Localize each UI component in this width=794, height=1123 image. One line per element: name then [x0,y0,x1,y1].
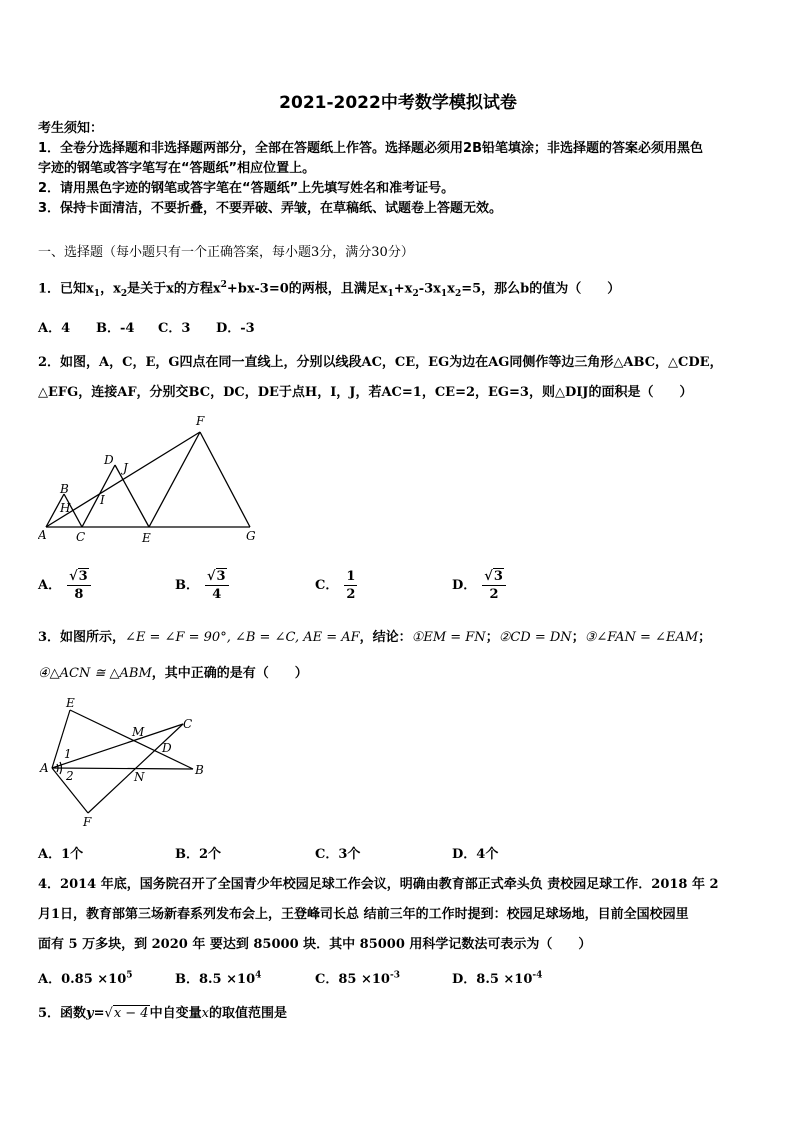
label-B: B [195,763,204,777]
q3-figure [38,694,218,830]
q3-option-d: D．4个 [452,847,499,862]
q3-option-c: C．3个 [315,847,361,862]
label-E: E [66,696,75,710]
label-I: I [100,493,105,507]
label-G: G [246,529,256,543]
q3-option-a: A．1个 [38,847,84,862]
label-E: E [142,531,151,545]
notice-item-3: 3．保持卡面清洁，不要折叠，不要弄破、弄皱，在草稿纸、试题卷上答题无效。 [38,201,503,216]
notice-item-2: 2．请用黑色字迹的钢笔或答字笔在“答题纸”上先填写姓名和准考证号。 [38,181,455,196]
q4-option-a: A．$0.85 \times 10^5$ [38,970,133,987]
label-C: C [76,530,86,544]
question-5: 5．函数y=√x − 4中自变量x的取值范围是 [38,1006,287,1021]
question-2-line-1: 2．如图，A，C，E，G四点在同一直线上，分别以线段AC，CE，EG为边在AG同侧作等边三角形△ABC，△CDE， [38,355,723,370]
q2-option-a: A． $\frac{√3}{8}$ [38,568,91,603]
q1-option-a: A．4 [38,321,71,336]
q1-option-c: C．3 [158,321,191,336]
label-A: A [38,528,47,542]
label-C: C [183,717,193,731]
q4-option-c: C．$85 \times 10^{-3}$ [315,970,400,987]
q2-option-d: D． $\frac{√3}{2}$ [452,568,506,603]
notice-item-1: 1．全卷分选择题和非选择题两部分，全部在答题纸上作答。选择题必须用2B铅笔填涂；非选择题的答案必须用黑色 [38,141,704,156]
question-3-line-1: 3．如图所示，∠E = ∠F = 90°, ∠B = ∠C, AE = AF，结论：①EM = FN；②CD = DN；③∠FAN = ∠EAM； [38,630,712,645]
question-4-line-3: 面有 5 万多块，到 2020 年 要达到 85000 块．其中 85000 用科学记数法可表示为（ ） [38,937,592,952]
label-B: B [60,482,69,496]
label-N: N [134,770,145,784]
label-F: F [196,414,205,428]
label-D: D [162,741,172,755]
q3-option-b: B．2个 [175,847,222,862]
label-F: F [83,815,92,829]
q4-option-d: D．$8.5 \times 10^{-4}$ [452,970,543,987]
q1-option-d: D．-3 [216,321,255,336]
q2-figure [38,412,268,547]
q2-option-b: B． $\frac{√3}{4}$ [175,568,229,603]
question-4-line-1: 4．2014 年底，国务院召开了全国青少年校园足球工作会议，明确由教育部正式牵头负 责校园足球工作．2018 年 2 [38,877,719,892]
label-D: D [104,453,114,467]
question-3-line-2: ④△ACN ≅ △ABM，其中正确的是有（ ） [38,666,308,681]
page-title: 2021-2022中考数学模拟试卷 [279,93,517,113]
q1-option-b: B．-4 [96,321,135,336]
label-1: 1 [64,747,72,761]
question-4-line-2: 月1日，教育部第三场新春系列发布会上，王登峰司长总 结前三年的工作时提到：校园足球场地，目前全国校园里 [38,907,689,922]
question-1: 1．已知$x_1$，$x_2$是关于x的方程$x^2+bx-3=0$的两根，且满足$x_1+x_2-3x_1x_2=5$，那么b的值为（ ） [38,280,621,299]
q4-option-b: B．$8.5 \times 10^4$ [175,970,262,987]
notice-item-1b: 字迹的钢笔或答字笔写在“答题纸”相应位置上。 [38,161,316,176]
q2-option-c: C． $\frac{1}{2}$ [315,569,356,602]
question-2-line-2: △EFG，连接AF，分别交BC，DC，DE于点H，I，J，若AC=1，CE=2，EG=3，则△DIJ的面积是（ ） [38,385,693,400]
section-heading: 一、选择题（每小题只有一个正确答案，每小题3分，满分30分） [38,245,414,260]
label-J: J [123,461,128,475]
notice-heading: 考生须知： [38,121,104,136]
label-2: 2 [66,769,74,783]
label-M: M [132,725,145,739]
label-H: H [60,501,71,515]
label-A: A [40,761,49,775]
